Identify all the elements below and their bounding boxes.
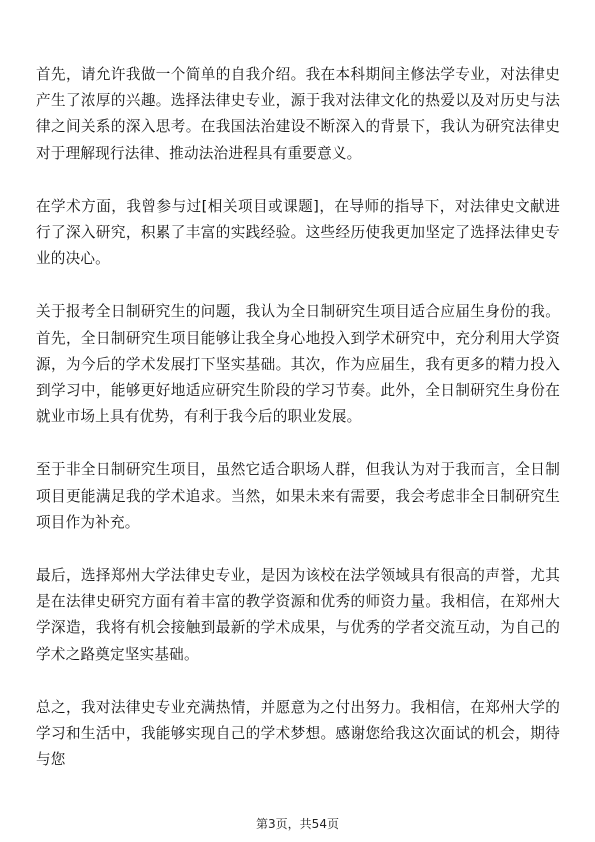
- paragraph-conclusion: 总之，我对法律史专业充满热情，并愿意为之付出努力。我相信，在郑州大学的学习和生活中，我能够实现自己的学术梦想。感谢您给我这次面试的机会，期待与您: [36, 698, 560, 769]
- paragraph-part-time-program: 至于非全日制研究生项目，虽然它适合职场人群，但我认为对于我而言，全日制项目更能满足我的学术追求。当然，如果未来有需要，我会考虑非全日制研究生项目作为补充。: [36, 461, 560, 531]
- paragraph-full-time-program: 关于报考全日制研究生的问题，我认为全日制研究生项目适合应届生身份的我。首先，全日制研究生项目能够让我全身心地投入到学术研究中，充分利用大学资源，为今后的学术发展打下坚实基础。其次，作为应届生，我有更多的精力投入到学习中，能够更好地适应研究生阶段的学习节奏。此外，全日制研究生身份在就业市场上具有优势，有利于我今后的职业发展。: [36, 303, 560, 426]
- paragraph-self-introduction: 首先，请允许我做一个简单的自我介绍。我在本科期间主修法学专业，对法律史产生了浓厚的兴趣。选择法律史专业，源于我对法律文化的热爱以及对历史与法律之间关系的深入思考。在我国法治建设不断深入的背景下，我认为研究法律史对于理解现行法律、推动法治进程具有重要意义。: [36, 66, 560, 162]
- page-number-footer: 第3页，共54页: [256, 817, 339, 831]
- paragraph-academic-experience: 在学术方面，我曾参与过[相关项目或课题]，在导师的指导下，对法律史文献进行了深入研究，积累了丰富的实践经验。这些经历使我更加坚定了选择法律史专业的决心。: [36, 197, 560, 268]
- document-body: [36, 62, 560, 800]
- paragraph-university-choice: 最后，选择郑州大学法律史专业，是因为该校在法学领域具有很高的声誉，尤其是在法律史研究方面有着丰富的教学资源和优秀的师资力量。我相信，在郑州大学深造，我将有机会接触到最新的学术成果，与优秀的学者交流互动，为自己的学术之路奠定坚实基础。: [36, 567, 560, 663]
